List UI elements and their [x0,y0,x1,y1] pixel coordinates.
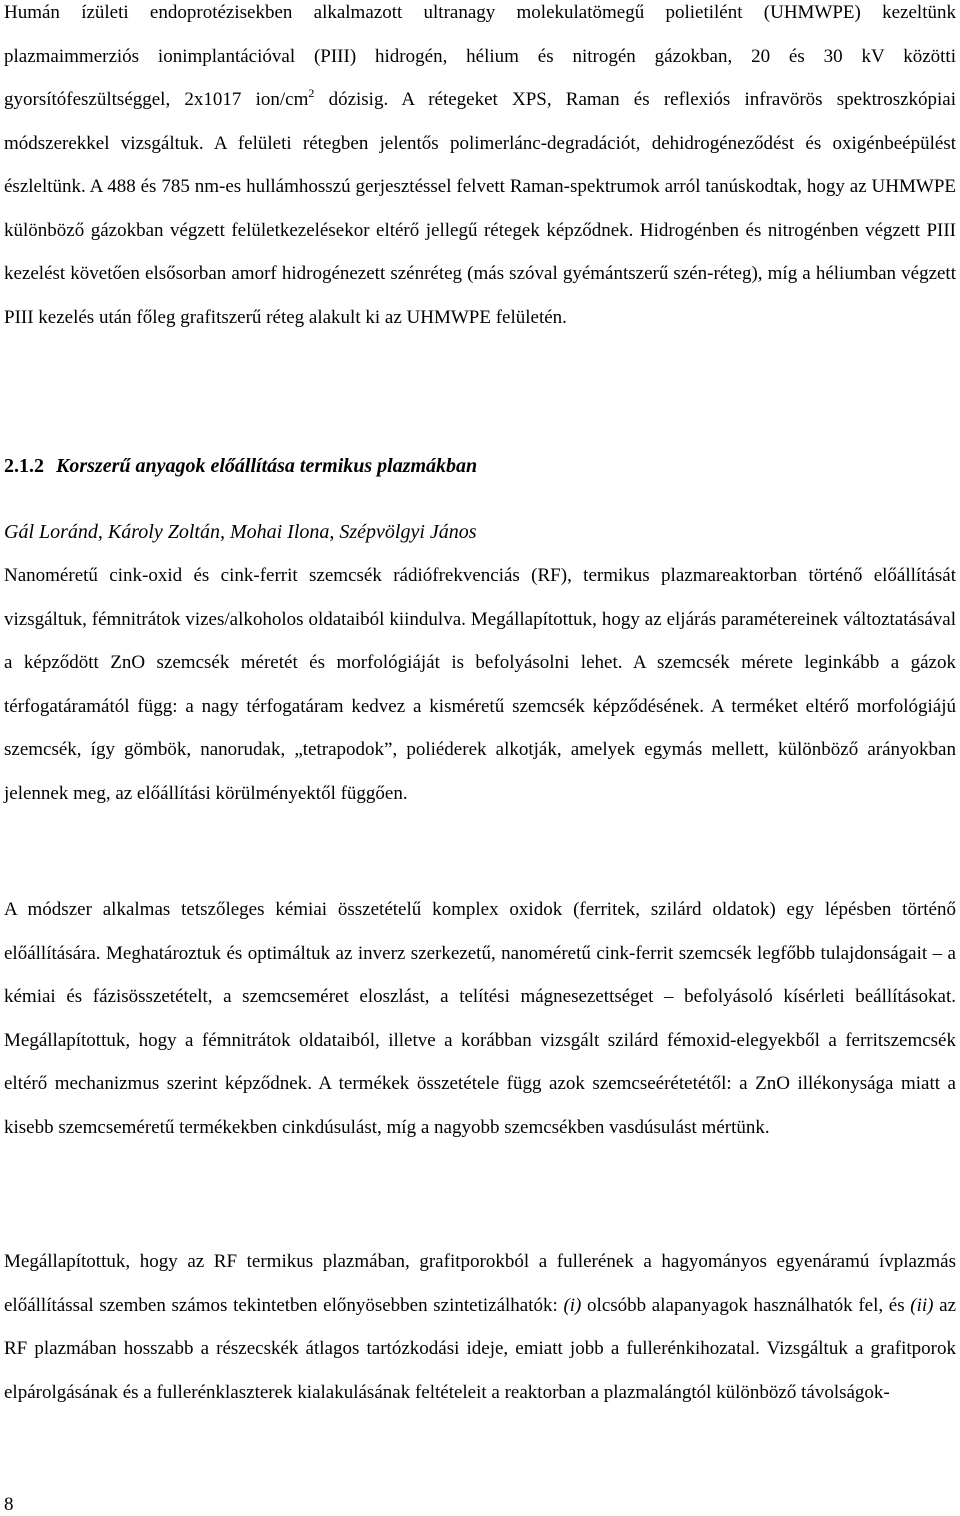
paragraph-4-text-a: Megállapítottuk, hogy az RF termikus plazmában, grafitporokból a fullerének a hagyományos egyenáramú ívplazmás előállítással szemben számos tekintetben előnyösebben szintetizálhatók: [4,1251,956,1316]
paragraph-1-text-b: dózisig. A rétegeket XPS, Raman és reflexiós infravörös spektroszkópiai módszerekkel vizsgáltuk. A felületi rétegben jelentős polimerlánc-degradációt, dehidrogéneződést és oxigénbeépülést észleltünk. A 488 és 785 nm-es hullámhosszú gerjesztéssel felvett Raman-spektrumok arról tanúskodtak, hogy az UHMWPE különböző gázokban végzett felületkezelésekor eltérő jellegű rétegek képződnek. Hidrogénben és nitrogénben végzett PIII kezelést követően elsősorban amorf hidrogénezett szénréteg (más szóval gyémántszerű szén-réteg), míg a héliumban végzett PIII kezelés után főleg grafitszerű réteg alakult ki az UHMWPE felületén. [4,89,957,328]
paragraph-4-text-c: az RF plazmában hosszabb a részecskék átlagos tartózkodási ideje, emiatt jobb a fullerénkihozatal. Vizsgáltuk a grafitporok elpárolgásának és a fullerénklaszterek kialakulásának feltételeit a reaktorban a plazmalángtól különböző távolságok- [4,1294,957,1403]
page-number: 8 [4,1494,14,1515]
paragraph-piii-treatment [4,0,956,339]
section-number: 2.1.2 [4,455,44,477]
paragraph-1-text-a: Humán ízületi endoprotézisekben alkalmazott ultranagy molekulatömegű polietilént (UHMWPE) kezeltünk plazmaimmerziós ionimplantációval (PIII) hidrogén, hélium és nitrogén gázokban, 20 és 30 kV közötti gyorsítófeszültséggel, 2x1017 ion/cm [4,2,956,110]
section-heading [4,455,477,478]
paragraph-4-text-b: olcsóbb alapanyagok használhatók fel, és [581,1294,911,1316]
list-marker-ii: (ii) [910,1294,934,1316]
list-marker-i: (i) [563,1294,582,1316]
section-authors: Gál Loránd, Károly Zoltán, Mohai Ilona, Szépvölgyi János [4,521,477,543]
section-title: Korszerű anyagok előállítása termikus plazmákban [56,455,478,477]
superscript-exponent: 2 [308,86,315,100]
paragraph-ferrite-synthesis: A módszer alkalmas tetszőleges kémiai összetételű komplex oxidok (ferritek, szilárd oldatok) egy lépésben történő előállítására. Meghatároztuk és optimáltuk az inverz szerkezetű, nanoméretű cink-ferrit szemcsék legfőbb tulajdonságait – a kémiai és fázisösszetételt, a szemcseméret eloszlást, a telítési mágnesezettséget – befolyásoló kísérleti beállításokat. Megállapítottuk, hogy a fémnitrátok oldataiból, illetve a korábban vizsgált szilárd fémoxid-elegyekből a ferritszemcsék eltérő mechanizmus szerint képződnek. A termékek összetétele függ azok szemcseérétetétől: a ZnO illékonysága miatt a kisebb szemcseméretű termékekben cinkdúsulást, míg a nagyobb szemcsékben vasdúsulást mértünk. [4,899,956,1138]
paragraph-zno-synthesis: Nanoméretű cink-oxid és cink-ferrit szemcsék rádiófrekvenciás (RF), termikus plazmareaktorban történő előállítását vizsgáltuk, fémnitrátok vizes/alkoholos oldataiból kiindulva. Megállapítottuk, hogy az eljárás paramétereinek változtatásával a képződött ZnO szemcsék méretét és morfológiáját is befolyásolni lehet. A szemcsék mérete leginkább a gázok térfogatáramától függ: a nagy térfogatáram kedvez a kisméretű szemcsék képződésének. A terméket eltérő morfológiájú szemcsék, így gömbök, nanorudak, „tetrapodok”, poliéderek alkotják, amelyek egymás mellett, különböző arányokban jelennek meg, az előállítási körülményektől függően. [4,565,956,804]
paragraph-fullerene-synthesis [4,1240,956,1414]
